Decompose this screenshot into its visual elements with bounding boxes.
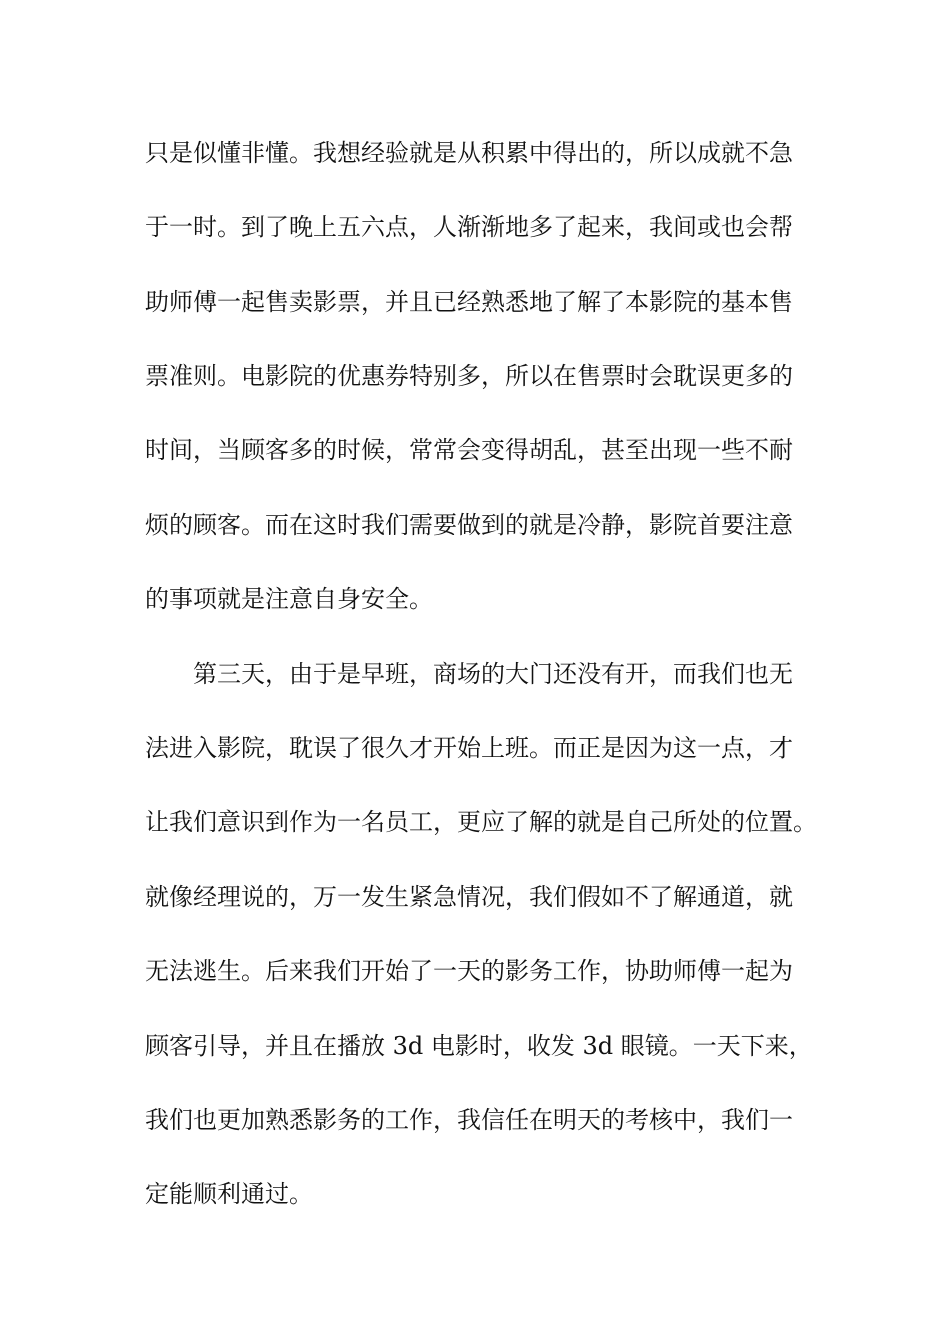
text-line: 我们也更加熟悉影务的工作，我信任在明天的考核中，我们一 [145,1106,793,1134]
text-line: 顾客引导，并且在播放 3d 电影时，收发 3d 眼镜。一天下来， [145,1032,813,1060]
paragraph-first-line: 第三天，由于是早班，商场的大门还没有开，而我们也无 [193,660,793,688]
text-line: 助师傅一起售卖影票，并且已经熟悉地了解了本影院的基本售 [145,288,793,316]
text-line: 无法逃生。后来我们开始了一天的影务工作，协助师傅一起为 [145,957,793,985]
text-line: 烦的顾客。而在这时我们需要做到的就是冷静，影院首要注意 [145,511,793,539]
text-line: 就像经理说的，万一发生紧急情况，我们假如不了解通道，就 [145,883,793,911]
text-line: 时间，当顾客多的时候，常常会变得胡乱，甚至出现一些不耐 [145,436,793,464]
text-line: 的事项就是注意自身安全。 [145,585,433,613]
text-line: 票准则。电影院的优惠券特别多，所以在售票时会耽误更多的 [145,362,793,390]
text-line: 法进入影院，耽误了很久才开始上班。而正是因为这一点，才 [145,734,793,762]
text-line: 只是似懂非懂。我想经验就是从积累中得出的，所以成就不急 [145,139,793,167]
text-line: 于一时。到了晚上五六点，人渐渐地多了起来，我间或也会帮 [145,213,793,241]
text-line: 让我们意识到作为一名员工，更应了解的就是自己所处的位置。 [145,808,817,836]
text-line: 定能顺利通过。 [145,1180,313,1208]
